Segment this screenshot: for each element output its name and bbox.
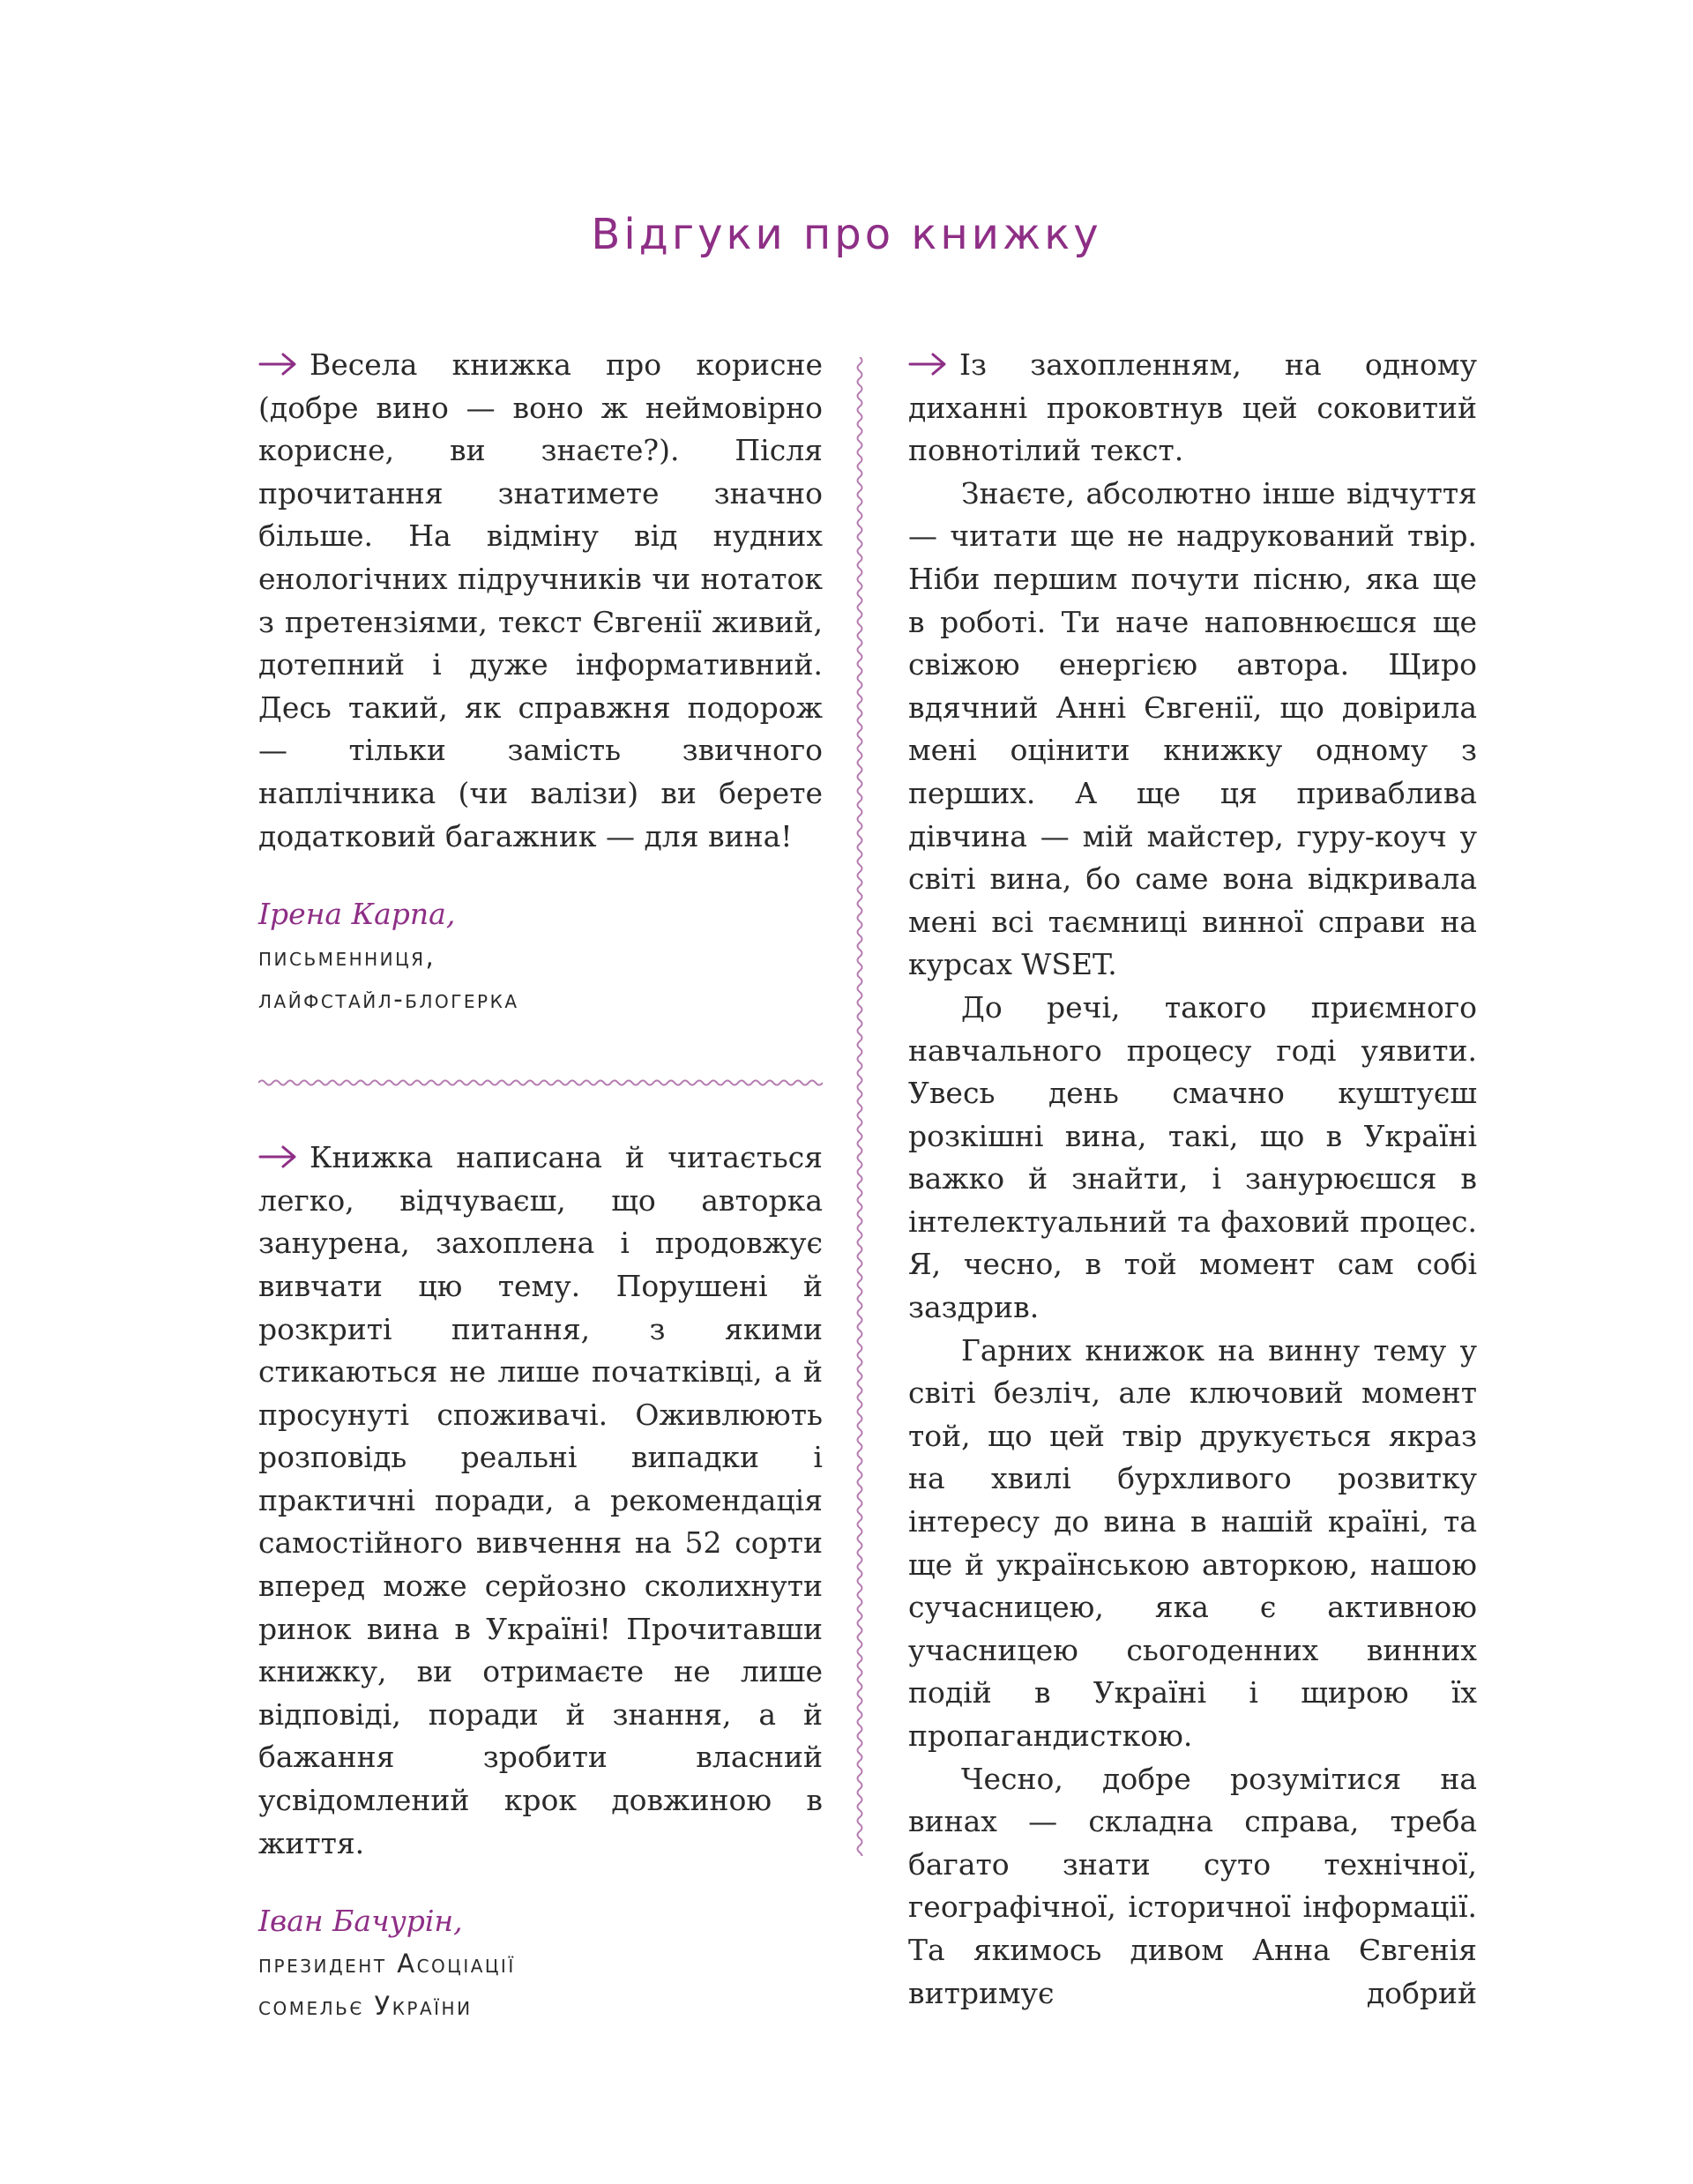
review-3-paragraph-5: Чесно, добре розумітися на винах — складна справа, треба багато знати суто технічної, географічної, історичної інформації. Та якимось дивом Анна Євгенія витримує добрий [908, 1761, 1477, 2010]
left-column [258, 344, 823, 2027]
review-2-role-line-2: сомельє України [258, 1991, 473, 2022]
review-1-role-line-1: письменниця, [258, 942, 436, 973]
review-2-body [258, 1137, 823, 1865]
vertical-wavy-divider [854, 357, 866, 1856]
review-1-body [258, 344, 823, 858]
review-3-text-1: Із захопленням, на одному диханні проковтнув цей соковитий повнотілий текст. [908, 347, 1477, 468]
review-1 [258, 344, 823, 1020]
horizontal-wavy-divider [258, 1077, 823, 1089]
review-2-role-line-1: президент Асоціації [258, 1949, 516, 1979]
arrow-right-icon [908, 351, 949, 377]
review-3-paragraph-1 [908, 344, 1477, 473]
review-3-paragraph-2: Знаєте, абсолютно інше відчуття — читати ще не надрукований твір. Ніби першим почути пісню, яка ще в роботі. Ти наче наповнюєшся ще свіжою енергією автора. Щиро вдячний Анні Євгенії, що довірила мені оцінити книжку одному з перших. А ще ця приваблива дівчина — мій майстер, гуру-коуч у світі вина, бо саме вона відкривала мені всі таємниці винної справи на курсах WSET. [908, 475, 1477, 982]
review-2-author: Іван Бачурін, [258, 1904, 463, 1939]
arrow-right-icon [258, 1144, 299, 1170]
review-1-signature [258, 893, 823, 1020]
review-3-paragraph-3: До речі, такого приємного навчального процесу годі уявити. Увесь день смачно куштуєш розкішні вина, такі, що в Україні важко й знайти, і занурюєшся в інтелектуальний та фаховий процес. Я, чесно, в той момент сам собі заздрив. [908, 989, 1477, 1325]
review-1-text: Весела книжка про корисне (добре вино — воно ж неймовірно корисне, ви знаєте?). Після прочитання знатимете значно більше. На відміну від нудних енологічних підручників чи нотаток з претензіями, текст Євгенії живий, дотепний і дуже інформативний. Десь такий, як справжня подорож — тільки замість звичного наплічника (чи валізи) ви берете додатковий багажник — для вина! [258, 347, 823, 853]
review-3-paragraph-4: Гарних книжок на винну тему у світі безліч, але ключовий момент той, що цей твір друкується якраз на хвилі бурхливого розвитку інтересу до вина в нашій країні, та ще й українською авторкою, нашою сучасницею, яка є активною учасницею сьогоденних винних подій в Україні і щирою їх пропагандисткою. [908, 1332, 1477, 1753]
review-1-role-line-2: лайфстайл-блогерка [258, 984, 519, 1015]
review-1-author: Ірена Карпа, [258, 897, 456, 932]
review-2-signature [258, 1900, 823, 2027]
review-2 [258, 1137, 823, 2027]
review-2-text: Книжка написана й читається легко, відчуваєш, що авторка занурена, захоплена і продовжує вивчати цю тему. Порушені й розкриті питання, з якими стикаються не лише початківці, а й просунуті споживачі. Оживлюють розповідь реальні випадки і практичні поради, а рекомендація самостійного вивчення на 52 сорти вперед може серйозно сколихнути ринок вина в Україні! Прочитавши книжку, ви отримаєте не лише відповіді, поради й знання, а й бажання зробити власний усвідомлений крок довжиною в життя. [258, 1140, 823, 1860]
arrow-right-icon [258, 351, 299, 377]
right-column [908, 344, 1477, 2015]
page-title: Відгуки про книжку [591, 210, 1102, 259]
